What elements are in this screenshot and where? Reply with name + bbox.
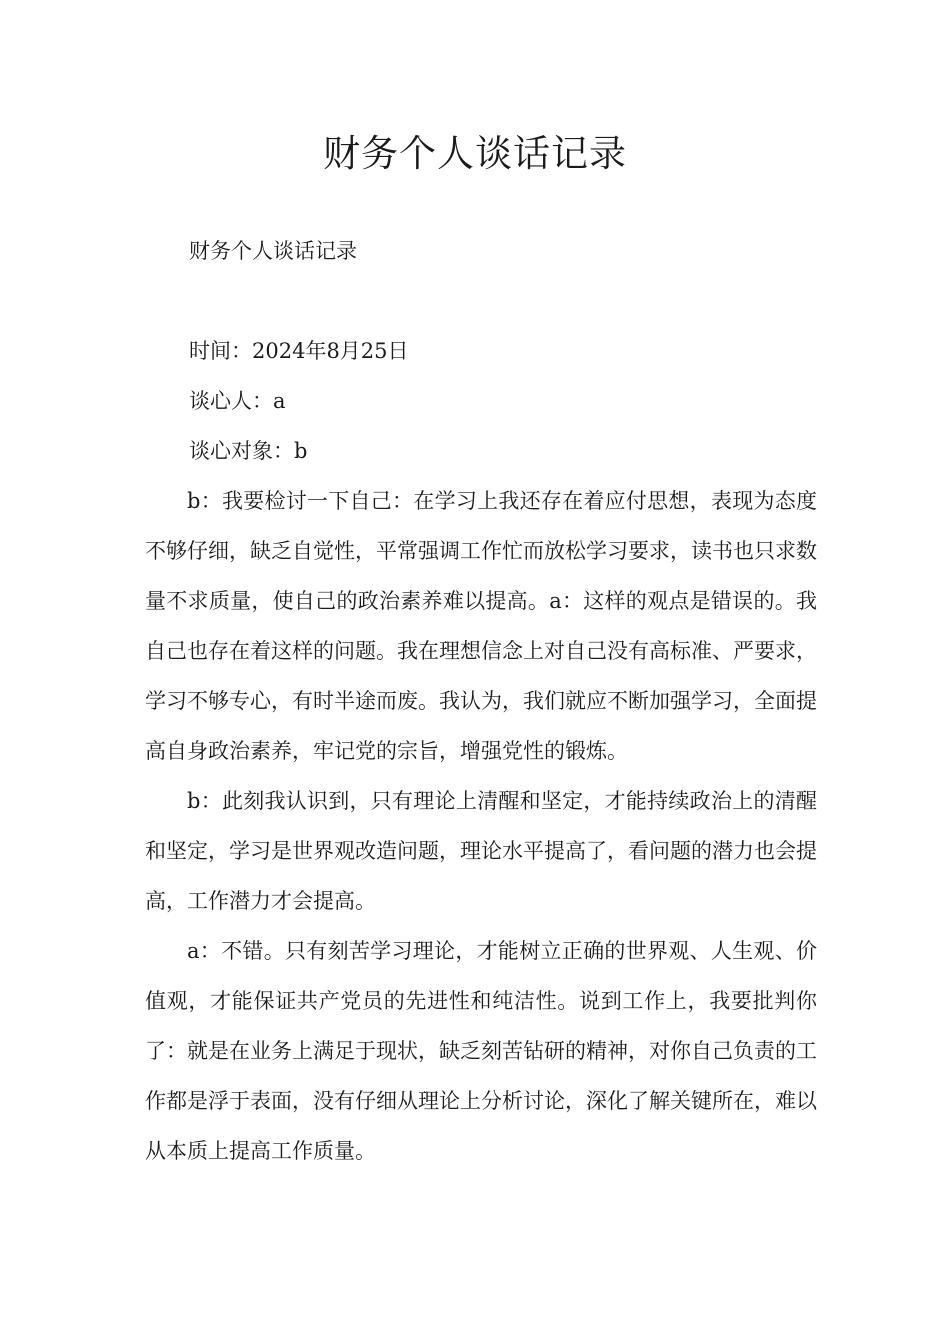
document-title: 财务个人谈话记录: [323, 132, 627, 175]
meeting-listener: 谈心对象：b: [189, 439, 308, 463]
conversation-body: [145, 476, 817, 1176]
paragraph-2: b：此刻我认识到，只有理论上清醒和坚定，才能持续政治上的清醒和坚定，学习是世界观改造问题，理论水平提高了，看问题的潜力也会提高，工作潜力才会提高。: [145, 789, 817, 913]
document-subtitle: 财务个人谈话记录: [189, 239, 357, 263]
paragraph-3: a：不错。只有刻苦学习理论，才能树立正确的世界观、人生观、价值观，才能保证共产党员的先进性和纯洁性。说到工作上，我要批判你了：就是在业务上满足于现状，缺乏刻苦钻研的精神，对你自己负责的工作都是浮于表面，没有仔细从理论上分析讨论，深化了解关键所在，难以从本质上提高工作质量。: [145, 939, 817, 1163]
paragraph-1: b：我要检讨一下自己：在学习上我还存在着应付思想，表现为态度不够仔细，缺乏自觉性，平常强调工作忙而放松学习要求，读书也只求数量不求质量，使自己的政治素养难以提高。a：这样的观点是错误的。我自己也存在着这样的问题。我在理想信念上对自己没有高标准、严要求，学习不够专心，有时半途而废。我认为，我们就应不断加强学习，全面提高自身政治素养，牢记党的宗旨，增强党性的锻炼。: [145, 489, 817, 763]
meeting-meta: [189, 326, 409, 476]
meeting-speaker: 谈心人：a: [189, 389, 286, 413]
meeting-time: 时间：2024年8月25日: [189, 339, 409, 363]
